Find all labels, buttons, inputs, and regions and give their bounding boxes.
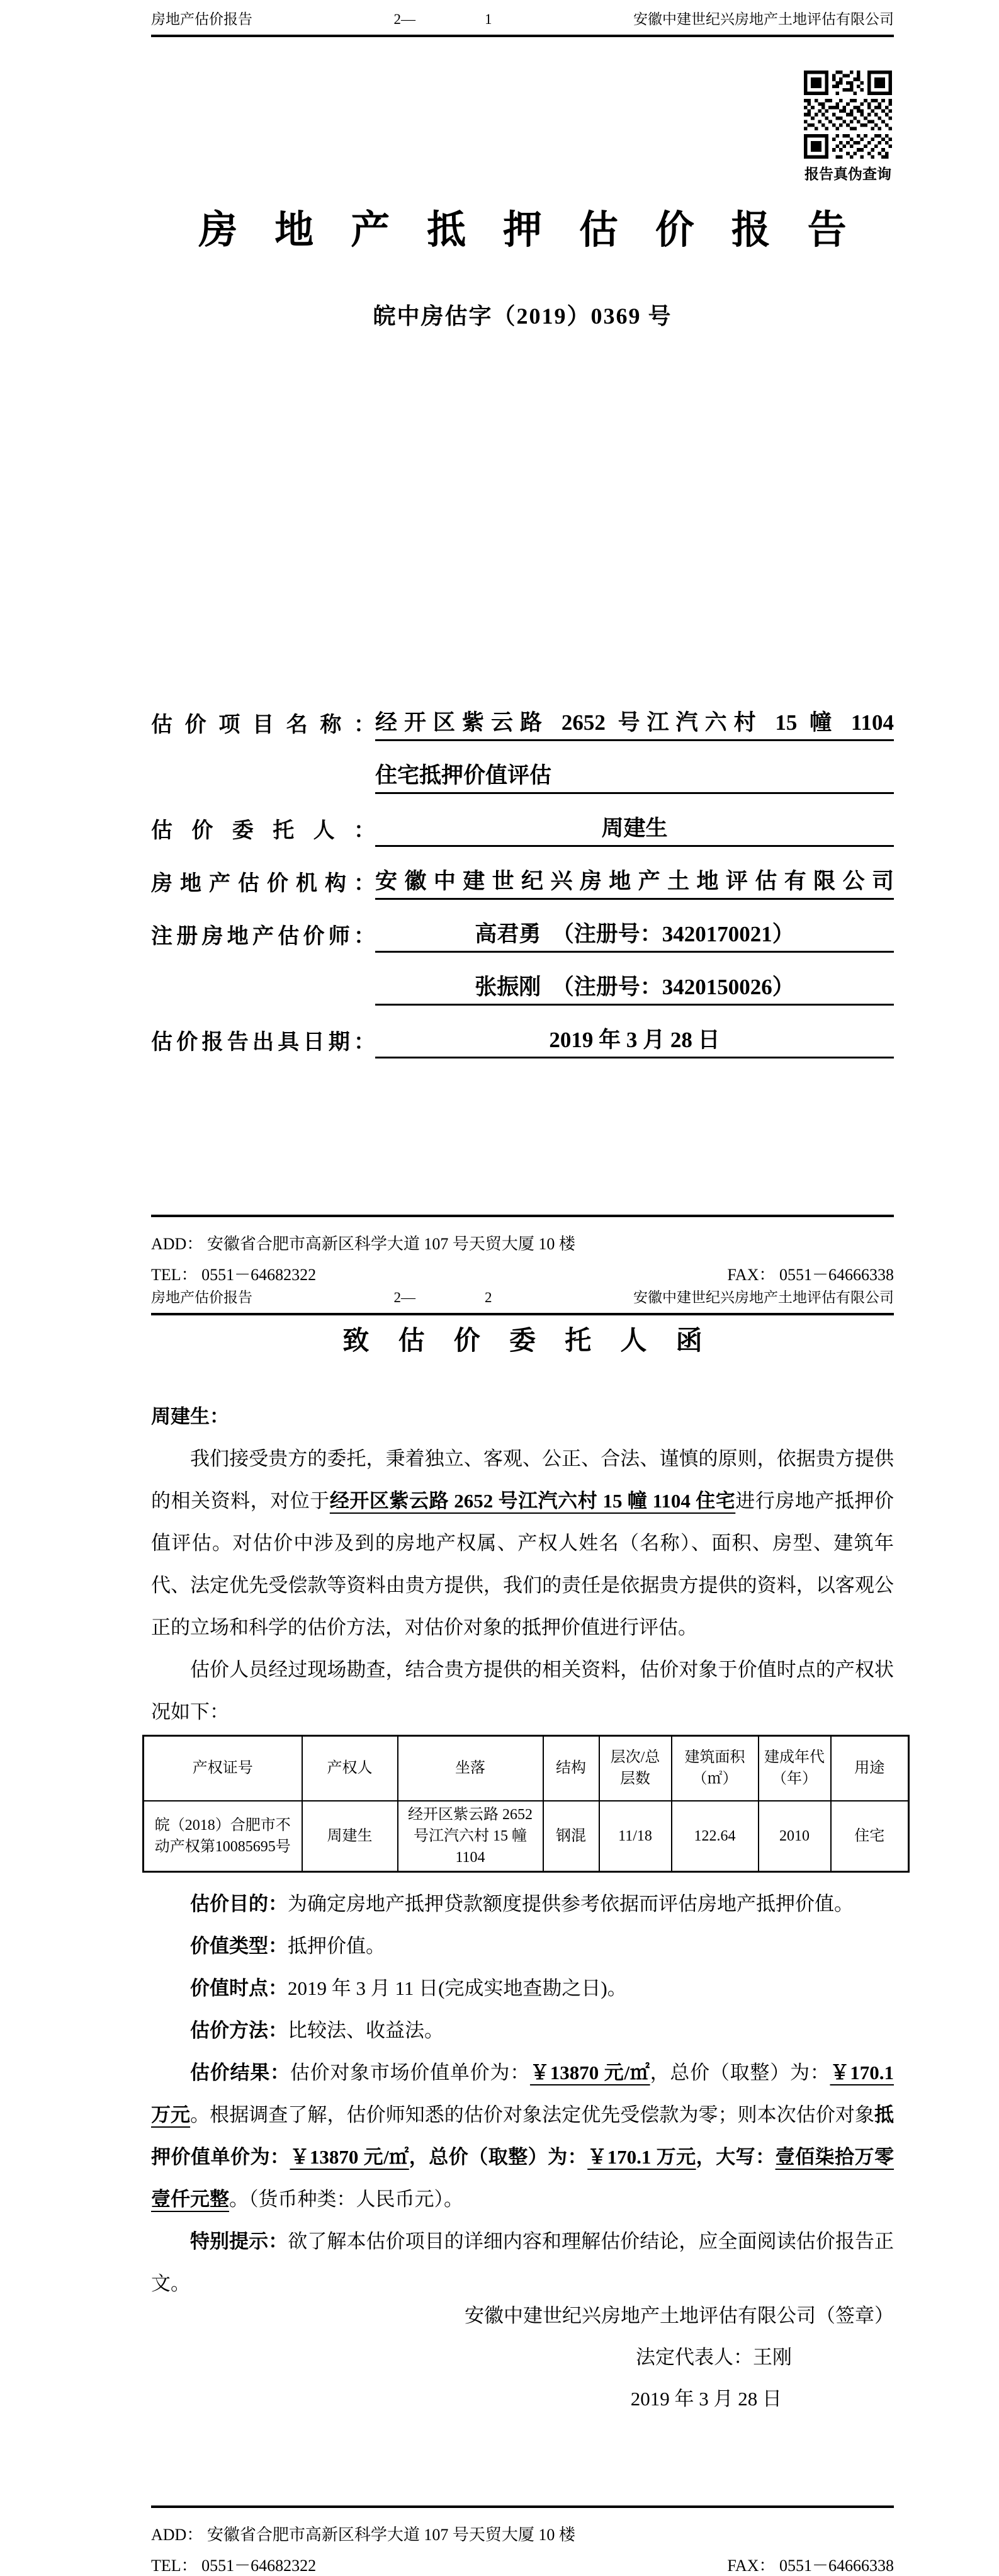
field-client: [151, 794, 894, 847]
field-label-spacer: [151, 792, 375, 794]
page1-page-number: [394, 11, 492, 28]
page-total-prefix: 2—: [393, 11, 415, 27]
footer-tel: TEL： 0551－64682322: [151, 2556, 317, 2575]
field-project-name: [151, 688, 894, 741]
signature-block: [151, 2295, 894, 2420]
item-value-type-label: 价值类型：: [190, 1935, 288, 1957]
field-value-client: 周建生: [375, 815, 894, 847]
table-header-row: [144, 1736, 909, 1801]
header-company-name: 安徽中建世纪兴房地产土地评估有限公司: [633, 11, 894, 27]
footer-tel-fax-line: [151, 1262, 894, 1285]
field-issue-date: [151, 1006, 894, 1058]
result-unit-price: ￥13870 元/㎡: [529, 2062, 650, 2084]
field-value-project-line1: 经开区紫云路 2652 号江汽六村 15 幢 1104: [375, 709, 894, 741]
col-header-floor: 层次/总层数: [599, 1736, 672, 1801]
item-method-text: 比较法、收益法。: [288, 2019, 444, 2041]
letter-salutation: 周建生：: [151, 1405, 229, 1427]
field-label-spacer: [151, 1003, 375, 1006]
footer-address: ADD： 安徽省合肥市高新区科学大道 107 号天贸大厦 10 楼: [151, 2526, 575, 2544]
item-value-type: [151, 1925, 894, 1967]
page1-footer: [151, 1215, 894, 1285]
paragraph-text: 进行房地产抵押价值评估。对估价中涉及到的房地产权属、产权人姓名（名称）、面积、房型、建筑年代、法定优先受偿款等资料由贵方提供，我们的责任是依据贵方提供的资料，以客观公正的立场和科学的估价方法，对估价对象的抵押价值进行评估。: [151, 1490, 895, 1638]
page2-running-header: [151, 1286, 894, 1315]
qr-code-icon: [804, 71, 892, 159]
item-purpose-text: 为确定房地产抵押贷款额度提供参考依据而评估房地产抵押价值。: [288, 1893, 854, 1915]
ownership-table: [142, 1735, 910, 1873]
field-appraiser-1: [151, 900, 894, 953]
qr-caption: 报告真伪查询: [804, 166, 891, 182]
field-label-project: 估价项目名称：: [151, 713, 375, 737]
item-value-date-text: 2019 年 3 月 11 日(完成实地查勘之日)。: [288, 1977, 627, 1999]
item-method-label: 估价方法：: [190, 2019, 288, 2041]
letter-paragraph-1: [151, 1438, 894, 1648]
item-value-date: [151, 1967, 894, 2009]
field-value-project-line2: 住宅抵押价值评估: [375, 762, 894, 794]
letter-paragraph-2: 估价人员经过现场勘查，结合贵方提供的相关资料，估价对象于价值时点的产权状况如下：: [151, 1659, 894, 1723]
result-text: 。根据调查了解，估价师知悉的估价对象法定优先受偿款为零；则本次估价对象: [190, 2104, 874, 2126]
col-header-structure: 结构: [543, 1736, 599, 1801]
letter-title-text: 致估价委托人函: [342, 1327, 731, 1356]
field-label-issue-date: 估价报告出具日期：: [151, 1031, 375, 1055]
cell-year-built: 2010: [759, 1801, 831, 1872]
header-company-name: 安徽中建世纪兴房地产土地评估有限公司: [633, 1290, 894, 1305]
header-doc-name: 房地产估价报告: [151, 1290, 252, 1305]
item-result-label: 估价结果：: [190, 2062, 290, 2084]
table-data-row: [144, 1801, 909, 1872]
result-total-price: ￥170.1 万元: [151, 2062, 894, 2126]
report-title: [151, 198, 894, 254]
field-project-name-cont: [151, 741, 894, 794]
page-number-value: 2: [485, 1290, 492, 1305]
field-value-appraiser-1: 高君勇 （注册号：3420170021）: [375, 921, 894, 953]
paragraph-text: 我们接受贵方的委托，秉着独立、客观、公正、合法、谨慎的原则，依据贵方提供的相关资料，对位于: [151, 1448, 894, 1512]
mortgage-unit-price: ￥13870 元/㎡: [290, 2146, 409, 2168]
col-header-location: 坐落: [398, 1736, 543, 1801]
signature-date: 2019 年 3 月 28 日: [630, 2388, 782, 2410]
item-purpose: [151, 1883, 894, 1925]
amount-in-words: 壹佰柒拾万零壹仟元整: [151, 2146, 895, 2210]
field-agency: [151, 847, 894, 900]
field-appraiser-2: [151, 953, 894, 1006]
page1-running-header: [151, 8, 894, 37]
result-text: ，总价（取整）为：: [650, 2062, 830, 2084]
footer-address: ADD： 安徽省合肥市高新区科学大道 107 号天贸大厦 10 楼: [151, 1235, 575, 1253]
col-header-year-built: 建成年代（年）: [759, 1736, 831, 1801]
page-total-prefix: 2—: [393, 1290, 415, 1305]
appraisal-items: [151, 1883, 894, 2305]
letter-body: [151, 1395, 894, 1733]
cell-location: 经开区紫云路 2652 号江汽六村 15 幢 1104: [398, 1801, 543, 1872]
result-text-bold: ，大写：: [696, 2146, 776, 2168]
field-value-agency: 安徽中建世纪兴房地产土地评估有限公司: [375, 868, 894, 900]
item-result: [151, 2051, 894, 2220]
result-text: 。（货币种类：人民币元）。: [229, 2188, 463, 2210]
footer-fax: FAX： 0551－64666338: [727, 1266, 894, 1284]
cell-certificate-no: 皖（2018）合肥市不动产权第10085695号: [144, 1801, 302, 1872]
report-number: 皖中房估字（2019）0369 号: [373, 304, 672, 329]
subject-property-text: 经开区紫云路 2652 号江汽六村 15 幢 1104 住宅: [329, 1490, 736, 1512]
signature-company: 安徽中建世纪兴房地产土地评估有限公司（签章）: [465, 2305, 894, 2327]
footer-tel-fax-line: [151, 2553, 894, 2576]
field-label-client: 估价委托人：: [151, 819, 375, 843]
report-title-text: 房地产抵押估价报告: [198, 209, 884, 252]
item-notice-text: 欲了解本估价项目的详细内容和理解估价结论，应全面阅读估价报告正文。: [151, 2230, 895, 2295]
field-value-appraiser-2: 张振刚 （注册号：3420150026）: [375, 973, 894, 1006]
result-text-bold: ，总价（取整）为：: [409, 2146, 588, 2168]
item-method: [151, 2009, 894, 2051]
mortgage-total-price: ￥170.1 万元: [587, 2146, 696, 2168]
cell-owner: 周建生: [302, 1801, 398, 1872]
page-number-value: 1: [485, 11, 492, 27]
field-label-agency: 房地产估价机构：: [151, 872, 375, 896]
field-value-issue-date: 2019 年 3 月 28 日: [375, 1026, 894, 1058]
item-purpose-label: 估价目的：: [190, 1893, 288, 1915]
col-header-use: 用途: [831, 1736, 909, 1801]
page2-page-number: [394, 1290, 492, 1306]
col-header-area: 建筑面积（㎡）: [672, 1736, 759, 1801]
cover-fields: [151, 688, 894, 1058]
result-text: 估价对象市场价值单价为：: [290, 2062, 530, 2084]
item-value-type-text: 抵押价值。: [288, 1935, 385, 1957]
field-label-appraiser: 注册房地产估价师：: [151, 925, 375, 949]
cell-use: 住宅: [831, 1801, 909, 1872]
cell-floor: 11/18: [599, 1801, 672, 1872]
result-text-bold: 抵押价值单价为：: [151, 2104, 894, 2168]
qr-verification-block: [801, 71, 895, 183]
item-notice: [151, 2220, 894, 2305]
cell-structure: 钢混: [543, 1801, 599, 1872]
item-notice-label: 特别提示：: [190, 2230, 288, 2252]
item-value-date-label: 价值时点：: [190, 1977, 288, 1999]
page2-footer: [151, 2505, 894, 2576]
col-header-owner: 产权人: [302, 1736, 398, 1801]
col-header-certificate-no: 产权证号: [144, 1736, 302, 1801]
signature-legal-rep: 法定代表人：王刚: [636, 2346, 792, 2368]
cell-area: 122.64: [672, 1801, 759, 1872]
footer-fax: FAX： 0551－64666338: [727, 2556, 894, 2575]
footer-tel: TEL： 0551－64682322: [151, 1266, 317, 1284]
header-doc-name: 房地产估价报告: [151, 11, 252, 27]
letter-title: [151, 1320, 894, 1358]
